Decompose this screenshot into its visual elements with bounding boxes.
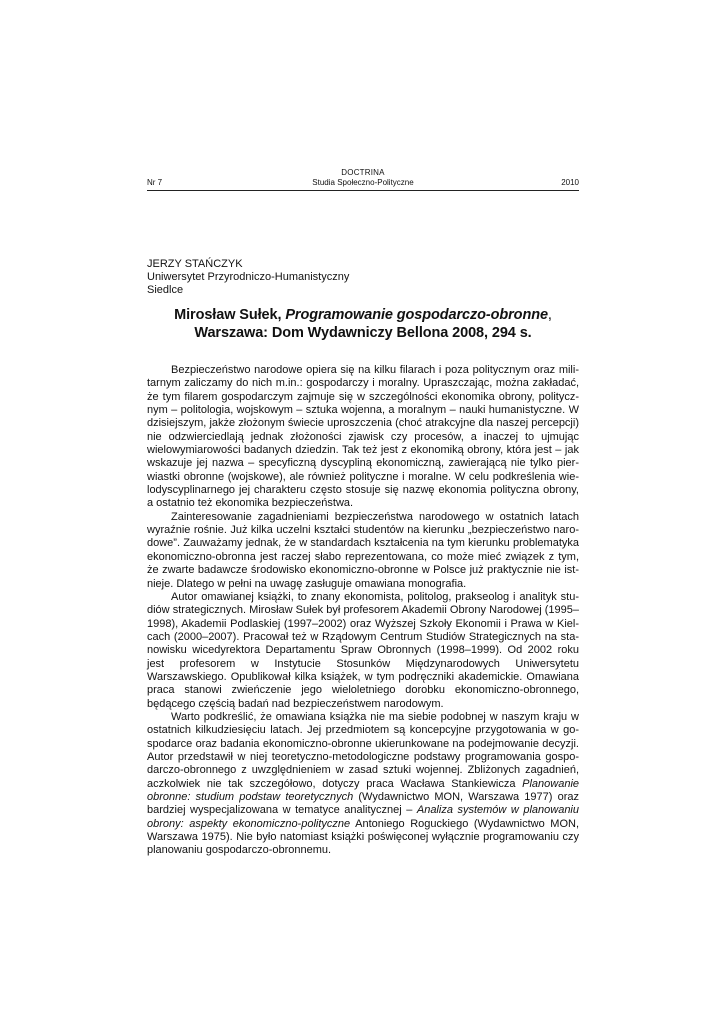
paragraph-4-text-c: Antoniego Roguckiego (Wydawnictwo MON, Warszawa 1975). Nie było natomiast książki poświęconej wyłącznie programowaniu czy planowaniu gospodarczo-obronnemu.: [147, 817, 579, 857]
author-affiliation: Uniwersytet Przyrodniczo-Humanistyczny: [147, 271, 350, 283]
cited-title-1: Planowanie obronne: studium podstaw teoretycznych: [147, 777, 579, 803]
publisher-line: Warszawa: Dom Wydawniczy Bellona 2008, 294 s.: [194, 325, 532, 341]
paragraph-4-text-a: Warto podkreślić, że omawiana książka nie ma siebie podobnej w naszym kraju w ostatnich kilkudziesięciu latach. Jej przedmiotem są koncepcyjne przygotowania w gospodarce oraz badania ekonomiczno-obronne ukierunkowane na podejmowanie decyzji. Autor przedstawił w niej teoretyczno-metodologiczne podstawy programowania gospodarczo-obronnego z uwzględnieniem w zasad sztuki wojennej. Zbliżonych zagadnień, aczkolwiek nie tak szczegółowo, dotyczy praca Wacława Stankiewicza: [147, 710, 579, 790]
journal-subtitle: Studia Społeczno-Polityczne: [312, 178, 414, 187]
journal-name: DOCTRINA: [341, 168, 385, 177]
publication-year: 2010: [561, 178, 579, 187]
paragraph-3: Autor omawianej książki, to znany ekonomista, politolog, prakseolog i analityk studiów strategicznych. Mirosław Sułek był profesorem Akademii Obrony Narodowej (1995–1998), Akademii Podlaskiej (1997–2002) oraz Wyższej Szkoły Ekonomii i Prawa w Kielcach (2000–2007). Pracował też w Rządowym Centrum Studiów Strategicznych na stanowisku wicedyrektora Departamentu Spraw Obronnych (1998–1999). Od 2002 roku jest profesorem w Instytucie Stosunków Międzynarodowych Uniwersytetu Warszawskiego. Opublikował kilka książek, w tym podręczniki akademickie. Omawiana praca stanowi zwieńczenie jego wieloletniego dorobku ekonomiczno-obronnego, będącego częścią badań nad bezpieczeństwem narodowym.: [147, 590, 579, 710]
document-page: [147, 0, 579, 1024]
review-body: [147, 364, 579, 858]
paragraph-4: [147, 711, 579, 858]
paragraph-4-text-b: (Wydawnictwo MON, Warszawa 1977) oraz bardziej wyspecjalizowana w tematyce analitycznej –: [147, 791, 579, 817]
issue-number: Nr 7: [147, 178, 163, 187]
review-title: [147, 306, 579, 342]
author-city: Siedlce: [147, 284, 184, 296]
paragraph-2: Zainteresowanie zagadnieniami bezpieczeństwa narodowego w ostatnich latach wyraźnie rośnie. Już kilka uczelni kształci studentów na kierunku „bezpieczeństwo narodowe”. Zauważamy jednak, że w standardach kształcenia na tym kierunku problematyka ekonomiczno-obronna jest raczej słabo reprezentowana, co może mieć związek z tym, że zwarte badawcze środowisko ekonomiczno-obronne w Polsce już praktycznie nie istnieje. Dlatego w pełni na uwagę zasługuje omawiana monografia.: [147, 510, 579, 590]
author-name: JERZY STAŃCZYK: [147, 258, 243, 270]
book-title: Programowanie gospodarczo-obronne: [285, 307, 548, 323]
running-header: [147, 178, 579, 191]
paragraph-1: Bezpieczeństwo narodowe opiera się na kilku filarach i poza politycznym oraz militarnym zaliczamy do nich m.in.: gospodarczy i moralny. Upraszczając, można zakładać, że tym filarem gospodarczym zajmuje się w szczególności ekonomika obrony, politycznym – politologia, wojskowym – sztuka wojenna, a moralnym – nauki humanistyczne. W dzisiejszym, jakże złożonym świecie uproszczenia (choć atrakcyjne dla naszej percepcji) nie odzwierciedlają jednak złożoności zjawisk czy procesów, a inaczej to ujmując wielowymiarowości badanych dziedzin. Tak też jest z ekonomiką obrony, która jest – jak wskazuje jej nazwa – specyficzną dyscypliną ekonomiczną, zawierającą nie tylko pierwiastki obronne (wojskowe), ale również polityczne i moralne. W celu podkreślenia wielodyscyplinarnego jej charakteru często stosuje się nazwę ekonomia polityczna obrony, a ostatnio też ekonomika bezpieczeństwa.: [147, 364, 579, 510]
book-author: Mirosław Sułek,: [174, 307, 282, 323]
author-block: [147, 258, 579, 297]
cited-title-2: Analiza systemów w planowaniu obrony: aspekty ekonomiczno-polityczne: [147, 804, 579, 830]
title-comma: ,: [547, 307, 552, 323]
